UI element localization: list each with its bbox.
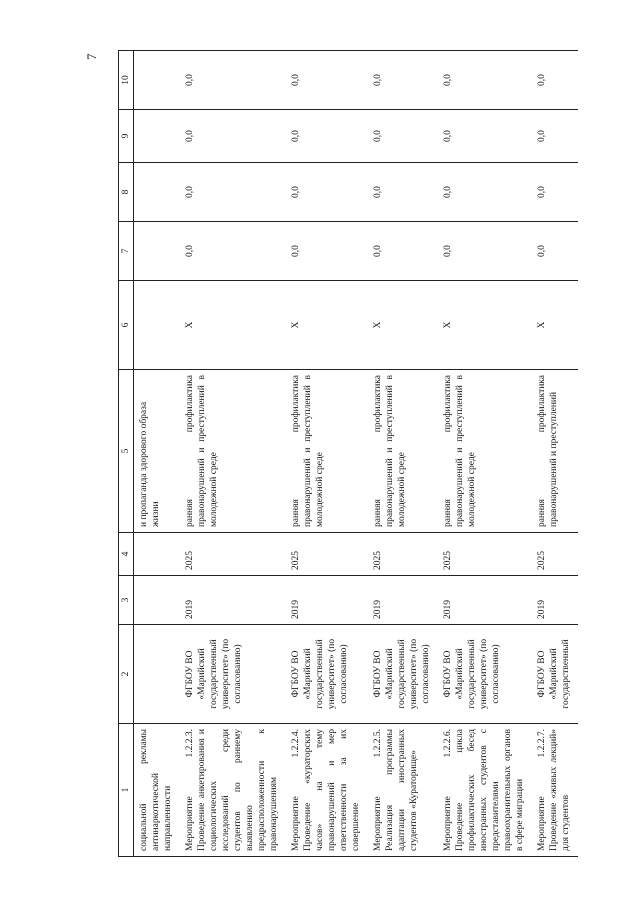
start-year: 2019 (532, 576, 578, 625)
value-col-9: 0,0 (180, 110, 286, 163)
start-year: 2019 (286, 576, 368, 625)
expected-result: ранняя профилактика правонарушений и преступлений в молодежной среде (180, 370, 286, 533)
col-header-6: 6 (119, 281, 134, 370)
end-year: 2025 (180, 533, 286, 576)
value-col-8: 0,0 (180, 163, 286, 222)
table-row (438, 51, 532, 857)
measure-name: Мероприятие 1.2.2.4. Проведение «кураторских часов» на тему правонарушений и мер ответственности за их совершение (286, 724, 368, 857)
end-year: 2025 (532, 533, 578, 576)
page-number: 7 (84, 53, 99, 60)
end-year: 2025 (438, 533, 532, 576)
end-year (134, 533, 181, 576)
value-col-10: 0,0 (438, 51, 532, 110)
col-header-7: 7 (119, 222, 134, 281)
value-col-9: 0,0 (286, 110, 368, 163)
measure-name: социальной рекламы антинаркотической направленности (134, 724, 181, 857)
table-row (368, 51, 438, 857)
col-header-1: 1 (119, 724, 134, 857)
end-year: 2025 (286, 533, 368, 576)
start-year: 2019 (368, 576, 438, 625)
mark: X (532, 281, 578, 370)
value-col-7: 0,0 (180, 222, 286, 281)
value-col-10: 0,0 (532, 51, 578, 110)
start-year: 2019 (180, 576, 286, 625)
mark: X (368, 281, 438, 370)
value-col-8: 0,0 (438, 163, 532, 222)
executor: ФГБОУ ВО «Марийский государственный (532, 625, 578, 724)
table-row (180, 51, 286, 857)
value-col-7: 0,0 (532, 222, 578, 281)
executor: ФГБОУ ВО «Марийский государственный университет» (по согласованию) (368, 625, 438, 724)
col-header-2: 2 (119, 625, 134, 724)
value-col-7: 0,0 (286, 222, 368, 281)
value-col-10: 0,0 (180, 51, 286, 110)
expected-result: ранняя профилактика правонарушений и преступлений (532, 370, 578, 533)
mark: X (286, 281, 368, 370)
end-year: 2025 (368, 533, 438, 576)
expected-result: ранняя профилактика правонарушений и преступлений в молодежной среде (286, 370, 368, 533)
measure-name: Мероприятие 1.2.2.6. Проведение цикла профилактических бесед иностранных студентов с представителями правоохранительных органов в сфере миграции (438, 724, 532, 857)
col-header-10: 10 (119, 51, 134, 110)
value-col-7: 0,0 (438, 222, 532, 281)
value-col-9: 0,0 (532, 110, 578, 163)
executor (134, 625, 181, 724)
expected-result: и пропаганда здорового образа жизни (134, 370, 181, 533)
value-col-8 (134, 163, 181, 222)
col-header-3: 3 (119, 576, 134, 625)
mark: X (438, 281, 532, 370)
value-col-8: 0,0 (286, 163, 368, 222)
start-year: 2019 (438, 576, 532, 625)
value-col-9: 0,0 (438, 110, 532, 163)
expected-result: ранняя профилактика правонарушений и преступлений в молодежной среде (438, 370, 532, 533)
table-row (286, 51, 368, 857)
executor: ФГБОУ ВО «Марийский государственный университет» (по согласованию) (286, 625, 368, 724)
table-row (532, 51, 578, 857)
mark (134, 281, 181, 370)
value-col-9 (134, 110, 181, 163)
value-col-7 (134, 222, 181, 281)
value-col-10: 0,0 (286, 51, 368, 110)
mark: X (180, 281, 286, 370)
value-col-10: 0,0 (368, 51, 438, 110)
expected-result: ранняя профилактика правонарушений и преступлений в молодежной среде (368, 370, 438, 533)
table-row (134, 51, 181, 857)
measures-table (118, 50, 578, 857)
measure-name: Мероприятие 1.2.2.5. Реализация программы адаптации иностранных студентов «Кураторище» (368, 724, 438, 857)
executor: ФГБОУ ВО «Марийский государственный университет» (по согласованию) (180, 625, 286, 724)
measure-name: Мероприятие 1.2.2.7. Проведение «живых лекций» для студентов (532, 724, 578, 857)
table-header-row (119, 51, 134, 857)
value-col-9: 0,0 (368, 110, 438, 163)
value-col-7: 0,0 (368, 222, 438, 281)
start-year (134, 576, 181, 625)
col-header-5: 5 (119, 370, 134, 533)
measure-name: Мероприятие 1.2.2.3. Проведение анкетирования и социологических исследований среди студентов по раннему выявлению предрасположенности к правонарушениям (180, 724, 286, 857)
col-header-4: 4 (119, 533, 134, 576)
value-col-8: 0,0 (368, 163, 438, 222)
col-header-9: 9 (119, 110, 134, 163)
value-col-10 (134, 51, 181, 110)
executor: ФГБОУ ВО «Марийский государственный университет» (по согласованию) (438, 625, 532, 724)
value-col-8: 0,0 (532, 163, 578, 222)
col-header-8: 8 (119, 163, 134, 222)
